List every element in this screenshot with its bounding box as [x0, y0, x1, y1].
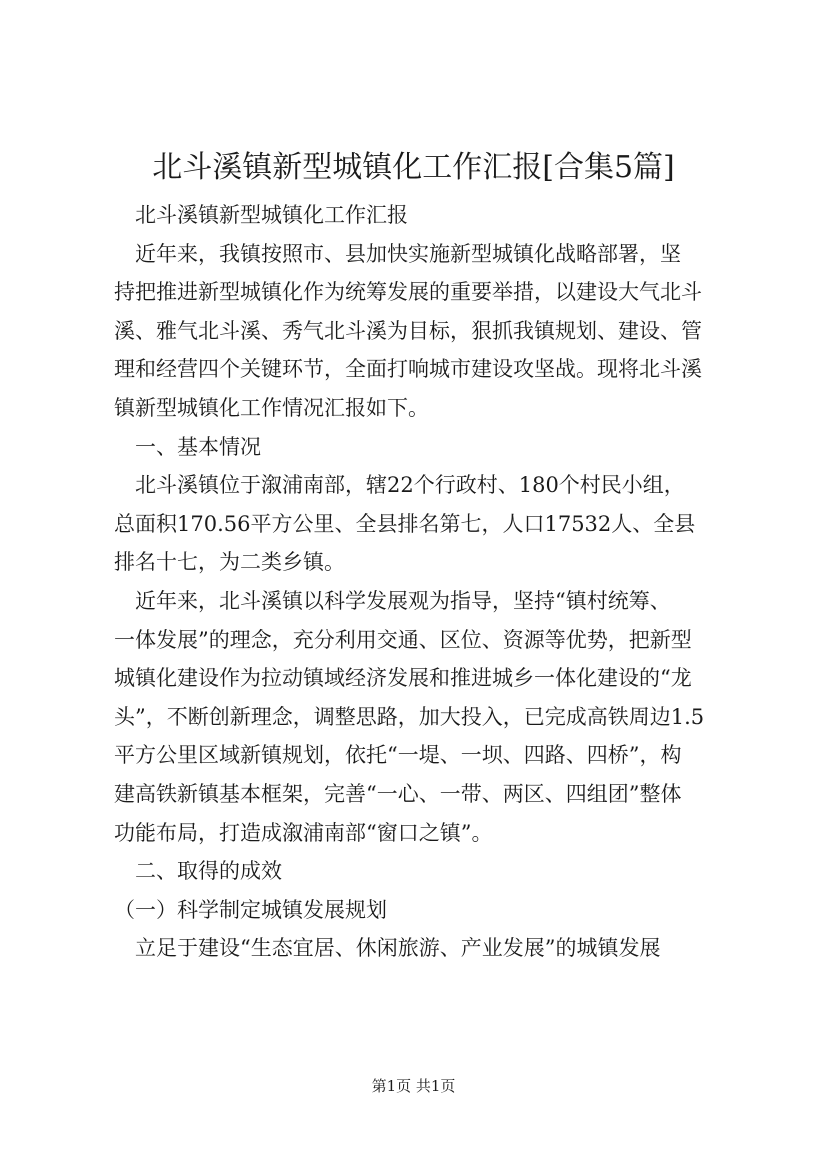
subsection-heading: （一）科学制定城镇发展规划	[114, 897, 387, 922]
body-line: 持把推进新型城镇化作为统筹发展的重要举措，以建设大气北斗	[114, 280, 702, 305]
body-line: 平方公里区域新镇规划，依托“一堤、一坝、四路、四桥”，构	[114, 743, 682, 768]
body-line: 城镇化建设作为拉动镇域经济发展和推进城乡一体化建设的“龙	[114, 666, 692, 691]
body-line: 溪、雅气北斗溪、秀气北斗溪为目标，狠抓我镇规划、建设、管	[114, 318, 702, 343]
body-line: 镇新型城镇化工作情况汇报如下。	[114, 395, 429, 420]
body-line: 理和经营四个关键环节，全面打响城市建设攻坚战。现将北斗溪	[114, 357, 702, 382]
body-line: 功能布局，打造成溆浦南部“窗口之镇”。	[114, 820, 493, 845]
body-line: 总面积170.56平方公里、全县排名第七，人口17532人、全县	[114, 511, 696, 536]
document-title: 北斗溪镇新型城镇化工作汇报[合集5篇]	[152, 150, 675, 185]
page-footer: 第1页 共1页	[371, 1077, 456, 1095]
body-line: 北斗溪镇位于溆浦南部，辖22个行政村、180个村民小组，	[114, 473, 685, 498]
section-heading: 二、取得的成效	[114, 859, 282, 884]
document-body	[114, 196, 724, 968]
body-line: 近年来，我镇按照市、县加快实施新型城镇化战略部署，坚	[114, 241, 681, 266]
section-heading: 一、基本情况	[114, 434, 261, 459]
body-line: 北斗溪镇新型城镇化工作汇报	[114, 203, 408, 227]
body-line: 近年来，北斗溪镇以科学发展观为指导，坚持“镇村统筹、	[114, 588, 671, 613]
body-line: 头”，不断创新理念，调整思路，加大投入，已完成高铁周边1.5	[114, 704, 705, 729]
body-line: 立足于建设“生态宜居、休闲旅游、产业发展”的城镇发展	[114, 936, 661, 961]
body-line: 建高铁新镇基本框架，完善“一心、一带、两区、四组团”整体	[114, 781, 682, 806]
body-line: 排名十七，为二类乡镇。	[114, 550, 345, 575]
body-line: 一体发展”的理念，充分利用交通、区位、资源等优势，把新型	[114, 627, 692, 652]
